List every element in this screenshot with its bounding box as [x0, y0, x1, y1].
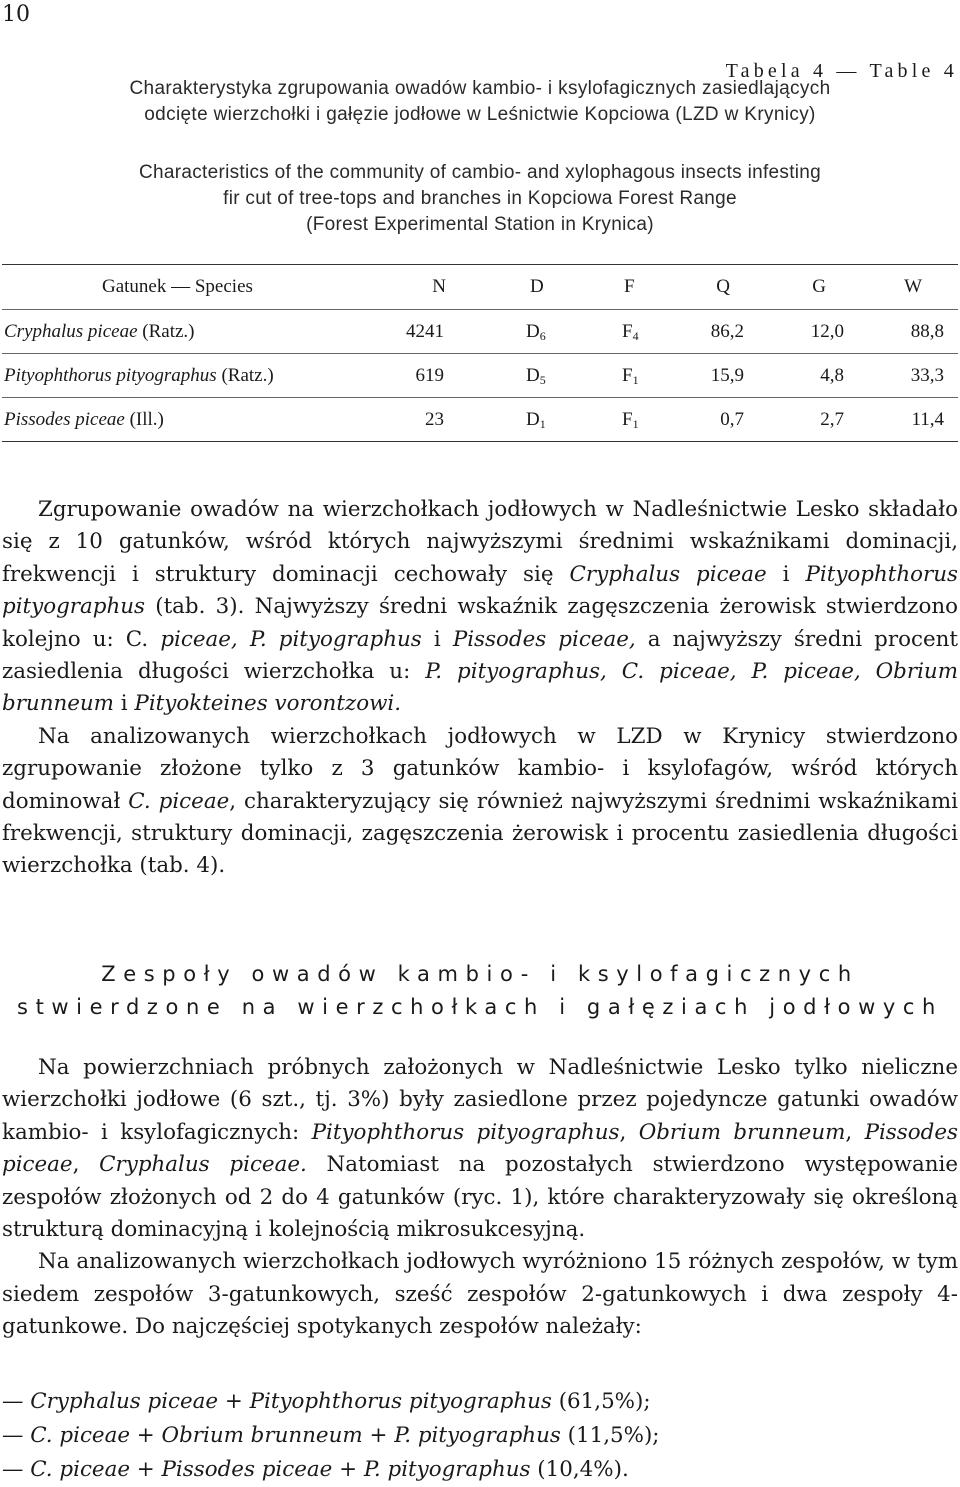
d-cell [526, 321, 546, 343]
results-section-top [2, 494, 958, 883]
species-name: Pissodes piceae [161, 1457, 333, 1482]
list-item [2, 1419, 958, 1453]
species-name: C. piceae [30, 1457, 130, 1482]
header-d: D [530, 276, 544, 297]
text-run: + [130, 1457, 162, 1482]
d-class: D [526, 321, 540, 342]
n-cell: 4241 [406, 321, 444, 342]
d-cell [526, 365, 546, 387]
w-cell: 33,3 [910, 365, 944, 386]
text-run: i [421, 626, 453, 652]
text-run: , [845, 1119, 865, 1145]
d-cell [526, 409, 546, 431]
f-cell [622, 321, 639, 343]
f-class-index: 1 [632, 417, 639, 431]
f-class: F [622, 321, 633, 342]
f-cell [622, 409, 639, 431]
text-run: Na analizowanych wierzchołkach jodłowych w LZD w Krynicy stwierdzono zgrupowanie złożone tylko z 3 gatunków kambio- i ksylofagów, wśród których dominował [2, 723, 958, 814]
n-cell: 23 [425, 409, 444, 430]
caption-line: Characteristics of the community of cambio- and xylophagous insects infesting [138, 162, 822, 183]
header-n: N [432, 276, 446, 297]
species-name: Cryphalus piceae. [99, 1152, 307, 1178]
text-run: (10,4%). [530, 1457, 629, 1482]
species-author: (Ratz.) [137, 321, 195, 342]
section-heading-line: Zespoły owadów kambio- i ksylofagicznych [101, 962, 859, 986]
species-name: Cryphalus piceae [30, 1389, 219, 1414]
species-cell [4, 321, 195, 343]
page-number: 10 [2, 2, 30, 27]
g-cell: 12,0 [810, 321, 844, 342]
caption-line: Charakterystyka zgrupowania owadów kambio- i ksylofagicznych zasiedlających [129, 78, 831, 99]
text-run: Na analizowanych wierzchołkach jodłowych wyróżniono 15 różnych zespołów, w tym siedem zespołów 3-gatunkowych, sześć zespołów 2-gatunkowych i dwa zespoły 4-gatunkowe. Do najczęściej spotykanych zespołów należały: [2, 1249, 958, 1340]
f-class-index: 1 [632, 373, 639, 387]
f-class: F [622, 409, 633, 430]
species-name: piceae, P. pityographus [160, 626, 422, 652]
list-item [2, 1453, 958, 1487]
text-run: + [218, 1389, 250, 1414]
f-class-index: 4 [632, 329, 639, 343]
text-run: , [619, 1119, 639, 1145]
header-w: W [904, 276, 922, 297]
caption-line: (Forest Experimental Station in Krynica) [306, 214, 654, 235]
assemblages-section [2, 1052, 958, 1344]
d-class-index: 1 [539, 417, 546, 431]
header-g: G [812, 276, 826, 297]
text-run: + [332, 1457, 364, 1482]
table-header-row [2, 265, 958, 309]
text-run: Zgrupowanie owadów na wierzchołkach jodłowych w Nadleśnictwie Lesko składało się z 10 gatunków, wśród których najwyższymi średnimi wskaźnikami dominacji, frekwencji i struktury dominacji cechowały się [2, 497, 958, 587]
g-cell: 4,8 [820, 365, 844, 386]
d-class-index: 6 [539, 329, 546, 343]
species-name: Pityophthorus pityographus [311, 1119, 620, 1145]
paragraph-lesko-community [2, 494, 958, 721]
caption-line: fir cut of tree-tops and branches in Kopciowa Forest Range [223, 188, 737, 209]
paragraph-assemblage-types [2, 1246, 958, 1343]
q-cell: 0,7 [720, 409, 744, 430]
d-class: D [526, 409, 540, 430]
species-name: Pissodes piceae [2, 1119, 958, 1178]
q-cell: 15,9 [710, 365, 744, 386]
d-class: D [526, 365, 540, 386]
text-run: + [362, 1423, 395, 1448]
species-author: (Ill.) [124, 409, 164, 430]
section-heading [0, 958, 960, 1024]
species-name: Pityophthorus pityographus [4, 365, 217, 386]
text-run: Natomiast na pozostałych stwierdzono występowanie zespołów złożonych od 2 do 4 gatunków (ryc. 1), które charakteryzowały się określoną strukturą dominacyjną i kolejnością mikrosukcesyjną. [2, 1152, 958, 1243]
q-cell: 86,2 [710, 321, 744, 342]
species-name: Pissodes piceae [4, 409, 125, 430]
table-row [2, 397, 958, 441]
f-cell [622, 365, 639, 387]
text-run: , charakteryzujący się również najwyższymi średnimi wskaźnikami frekwencji, struktury dominacji, zagęszczenia żerowisk i procentu zasiedlenia długości wierzchołka (tab. 4). [2, 788, 958, 879]
species-name: Pityokteines vorontzowi. [134, 691, 402, 717]
header-f: F [624, 276, 635, 297]
species-name: C. piceae [30, 1423, 130, 1448]
caption-line: odcięte wierzchołki i gałęzie jodłowe w Leśnictwie Kopciowa (LZD w Krynicy) [144, 104, 816, 125]
n-cell: 619 [415, 365, 444, 386]
text-run: i [766, 561, 806, 587]
species-table [2, 264, 958, 442]
text-run: — [2, 1423, 31, 1448]
species-name: Cryphalus piceae [569, 561, 767, 587]
species-name: P. pityographus [363, 1457, 531, 1482]
text-run: (61,5%); [551, 1389, 651, 1414]
species-cell [4, 409, 164, 431]
text-run: (11,5%); [560, 1423, 660, 1448]
species-name: C. piceae [128, 788, 230, 814]
species-name: P. pityographus [394, 1423, 561, 1448]
f-class: F [622, 365, 633, 386]
species-author: (Ratz.) [216, 365, 274, 386]
species-name: Obrium brunneum [638, 1119, 846, 1145]
paragraph-krynica-community [2, 721, 958, 883]
species-name: Obrium brunneum [161, 1423, 363, 1448]
list-item [2, 1385, 958, 1419]
species-name: Pityophthorus pityographus [249, 1389, 552, 1414]
species-cell [4, 365, 274, 387]
species-name: P. pityographus, C. piceae, P. piceae, Obrium brunneum [2, 659, 958, 717]
paragraph-sample-plots [2, 1052, 958, 1246]
w-cell: 11,4 [911, 409, 944, 430]
table-label: Tabela 4 — Table 4 [725, 60, 958, 82]
assemblage-list [2, 1385, 958, 1487]
text-run: — [2, 1457, 31, 1482]
table-row [2, 309, 958, 353]
section-heading-line: stwierdzone na wierzchołkach i gałęziach jodłowych [17, 995, 943, 1019]
table-caption-polish [0, 76, 960, 128]
text-run: — [2, 1389, 31, 1414]
text-run: i [113, 691, 135, 717]
d-class-index: 5 [539, 373, 546, 387]
species-name: Pityophthorus pityographus [2, 561, 958, 620]
table-caption-english [0, 160, 960, 238]
text-run: a najwyższy średni procent zasiedlenia długości wierzchołka u: [2, 626, 958, 685]
text-run: , [72, 1152, 100, 1178]
text-run: (tab. 3). Najwyższy średni wskaźnik zagęszczenia żerowisk stwierdzono kolejno u: C. [2, 594, 958, 652]
text-run: + [130, 1423, 162, 1448]
species-name: Pissodes piceae, [452, 626, 636, 652]
species-name: Cryphalus piceae [4, 321, 138, 342]
text-run: Na powierzchniach próbnych założonych w Nadleśnictwie Lesko tylko nieliczne wierzchołki jodłowe (6 szt., tj. 3%) były zasiedlone przez pojedyncze gatunki owadów kambio- i ksylofagicznych: [2, 1055, 958, 1145]
g-cell: 2,7 [820, 409, 844, 430]
header-species: Gatunek — Species [102, 276, 253, 297]
w-cell: 88,8 [910, 321, 944, 342]
header-q: Q [716, 276, 730, 297]
table-row [2, 353, 958, 397]
